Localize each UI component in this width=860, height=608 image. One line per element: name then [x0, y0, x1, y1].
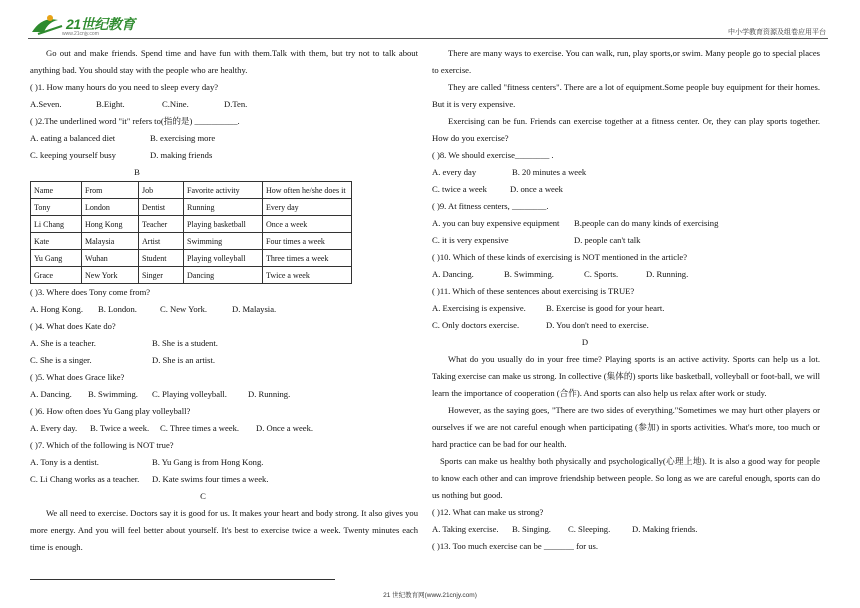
section-b-heading: B — [134, 167, 140, 177]
table-cell: Name — [31, 182, 82, 199]
option: D. making friends — [150, 150, 213, 160]
table-cell: How often he/she does it — [263, 182, 352, 199]
option: D. Running. — [646, 269, 689, 279]
q8-options-2 — [432, 181, 820, 198]
table-cell: Dancing — [184, 267, 263, 284]
option: B. Swimming. — [504, 269, 554, 279]
c-paragraph-4: Exercising can be fun. Friends can exercise together at a fitness center. Or, they can play sports together. How do you exercise? — [432, 116, 820, 143]
d-paragraph-3: Sports can make us healthy both physically and psychologically(心理上地). It is also a good way for people to know each other and can improve friendship between people. So long as we are careful enough, sports can do us nothing but good. — [432, 456, 820, 500]
table-row — [31, 250, 352, 267]
option: D. once a week — [510, 184, 563, 194]
option: B.people can do many kinds of exercising — [574, 218, 719, 228]
platform-name: 中小学教育资源及组卷应用平台 — [728, 29, 826, 36]
option: B. 20 minutes a week — [512, 167, 587, 177]
question-13: ( )13. Too much exercise can be _______ for us. — [432, 541, 599, 551]
table-cell: Tony — [31, 199, 82, 216]
option: D. She is an artist. — [152, 355, 216, 365]
q1-options — [30, 96, 418, 113]
table-cell: Playing volleyball — [184, 250, 263, 267]
option: C. Playing volleyball. — [152, 389, 227, 399]
q11-options-2 — [432, 317, 820, 334]
option: C. Sports. — [584, 269, 619, 279]
option: A. Tony is a dentist. — [30, 457, 99, 467]
table-cell: London — [82, 199, 139, 216]
option: B. Singing. — [512, 524, 551, 534]
table-cell: Singer — [139, 267, 184, 284]
option: C. twice a week — [432, 184, 487, 194]
table-cell: New York — [82, 267, 139, 284]
option: A. Hong Kong. — [30, 304, 83, 314]
option: A. Exercising is expensive. — [432, 303, 526, 313]
option: D. people can't talk — [574, 235, 641, 245]
option: D. Making friends. — [632, 524, 698, 534]
footer-divider — [30, 579, 335, 580]
c-paragraph-2: There are many ways to exercise. You can walk, run, play sports,or swim. Many people go to special places to exercise. — [432, 48, 820, 75]
option: C.Nine. — [162, 99, 189, 109]
option: C. Sleeping. — [568, 524, 611, 534]
logo-url: www.21cnjy.com — [62, 31, 99, 37]
info-table — [30, 181, 352, 284]
table-cell: Li Chang — [31, 216, 82, 233]
table-cell: Favorite activity — [184, 182, 263, 199]
table-cell: Running — [184, 199, 263, 216]
footer-text: 21 世纪教育网(www.21cnjy.com) — [383, 592, 477, 599]
option: A.Seven. — [30, 99, 62, 109]
option: A. Taking exercise. — [432, 524, 499, 534]
question-12: ( )12. What can make us strong? — [432, 507, 544, 517]
option: A. eating a balanced diet — [30, 133, 116, 143]
question-8: ( )8. We should exercise________ . — [432, 150, 554, 160]
table-cell: Artist — [139, 233, 184, 250]
option: B. Swimming. — [88, 389, 138, 399]
question-5: ( )5. What does Grace like? — [30, 372, 125, 382]
table-cell: From — [82, 182, 139, 199]
option: D. Kate swims four times a week. — [152, 474, 269, 484]
table-cell: Four times a week — [263, 233, 352, 250]
question-4: ( )4. What does Kate do? — [30, 321, 116, 331]
option: B. Yu Gang is from Hong Kong. — [152, 457, 264, 467]
q3-options — [30, 301, 418, 318]
question-11: ( )11. Which of these sentences about exercising is TRUE? — [432, 286, 635, 296]
option: C. New York. — [160, 304, 208, 314]
q7-options — [30, 454, 418, 471]
option: D. Malaysia. — [232, 304, 277, 314]
option: D.Ten. — [224, 99, 248, 109]
left-column — [30, 45, 418, 556]
table-cell: Yu Gang — [31, 250, 82, 267]
table-cell: Student — [139, 250, 184, 267]
option: C. it is very expensive — [432, 235, 509, 245]
question-7: ( )7. Which of the following is NOT true? — [30, 440, 174, 450]
table-cell: Playing basketball — [184, 216, 263, 233]
table-cell: Kate — [31, 233, 82, 250]
table-cell: Hong Kong — [82, 216, 139, 233]
option: B. exercising more — [150, 133, 216, 143]
header-divider — [28, 38, 828, 39]
q2-options — [30, 130, 418, 147]
option: A. Every day. — [30, 423, 78, 433]
option: A. Dancing. — [30, 389, 72, 399]
option: D. You don't need to exercise. — [546, 320, 649, 330]
option: A. Dancing. — [432, 269, 474, 279]
option: B. Twice a week. — [90, 423, 150, 433]
c-paragraph-3: They are called "fitness centers". There are a lot of equipment.Some people buy equipment for their homes. But it is very expensive. — [432, 82, 820, 109]
option: B.Eight. — [96, 99, 125, 109]
table-cell: Once a week — [263, 216, 352, 233]
table-cell: Swimming — [184, 233, 263, 250]
option: B. She is a student. — [152, 338, 218, 348]
q6-options — [30, 420, 418, 437]
table-cell: Malaysia — [82, 233, 139, 250]
q12-options — [432, 521, 820, 538]
c-paragraph: We all need to exercise. Doctors say it is good for us. It makes your heart and body strong. It also gives you more energy. And you will feel better about yourself. It's best to exercise twice a week. Twenty minutes each time is enough. — [30, 508, 418, 552]
question-9: ( )9. At fitness centers, ________. — [432, 201, 549, 211]
option: A. She is a teacher. — [30, 338, 96, 348]
table-cell: Twice a week — [263, 267, 352, 284]
q4-options-2 — [30, 352, 418, 369]
question-6: ( )6. How often does Yu Gang play volleyball? — [30, 406, 191, 416]
q2-options-2 — [30, 147, 418, 164]
option: C. Li Chang works as a teacher. — [30, 474, 140, 484]
table-cell: Every day — [263, 199, 352, 216]
table-row — [31, 267, 352, 284]
table-cell: Job — [139, 182, 184, 199]
right-column — [432, 45, 820, 555]
table-row — [31, 233, 352, 250]
section-c-heading: C — [200, 491, 206, 501]
table-cell: Dentist — [139, 199, 184, 216]
table-cell: Three times a week — [263, 250, 352, 267]
table-cell: Grace — [31, 267, 82, 284]
table-row — [31, 182, 352, 199]
d-paragraph-2: However, as the saying goes, "There are two sides of everything."Sometimes we may hurt other players or ourselves if we are not careful enough when participating (参加) in sports activities. What's more, too much or hard practice can be bad for our health. — [432, 405, 820, 449]
option: C. keeping yourself busy — [30, 150, 116, 160]
option: A. every day — [432, 167, 477, 177]
section-d-heading: D — [581, 337, 589, 347]
question-1: ( )1. How many hours do you need to sleep every day? — [30, 82, 219, 92]
option: A. you can buy expensive equipment — [432, 218, 560, 228]
q9-options — [432, 215, 820, 232]
q11-options — [432, 300, 820, 317]
table-cell: Wuhan — [82, 250, 139, 267]
option: C. Three times a week. — [160, 423, 240, 433]
question-10: ( )10. Which of these kinds of exercising is NOT mentioned in the article? — [432, 252, 688, 262]
option: C. She is a singer. — [30, 355, 92, 365]
d-paragraph-1: What do you usually do in your free time? Playing sports is an active activity. Sports can help us a lot. Taking exercise can make us strong. In collective (集体的) sports like basketball, volleyball or foot-ball, we will learn the importance of cooperation (合作). And sports can also help us relax after work or study. — [432, 354, 820, 398]
option: D. Once a week. — [256, 423, 314, 433]
option: D. Running. — [248, 389, 291, 399]
table-row — [31, 216, 352, 233]
table-cell: Teacher — [139, 216, 184, 233]
q5-options — [30, 386, 418, 403]
q7-options-2 — [30, 471, 418, 488]
table-row — [31, 199, 352, 216]
question-3: ( )3. Where does Tony come from? — [30, 287, 151, 297]
option: C. Only doctors exercise. — [432, 320, 520, 330]
option: B. London. — [98, 304, 137, 314]
q9-options-2 — [432, 232, 820, 249]
intro-paragraph: Go out and make friends. Spend time and have fun with them.Talk with them, but try not to talk about anything bad. You should stay with the people who are healthy. — [30, 48, 418, 75]
question-2: ( )2.The underlined word "it" refers to(指的是) __________. — [30, 116, 240, 126]
option: B. Exercise is good for your heart. — [546, 303, 665, 313]
q8-options — [432, 164, 820, 181]
logo-text: 21世纪教育 — [66, 16, 135, 32]
q4-options — [30, 335, 418, 352]
q10-options — [432, 266, 820, 283]
